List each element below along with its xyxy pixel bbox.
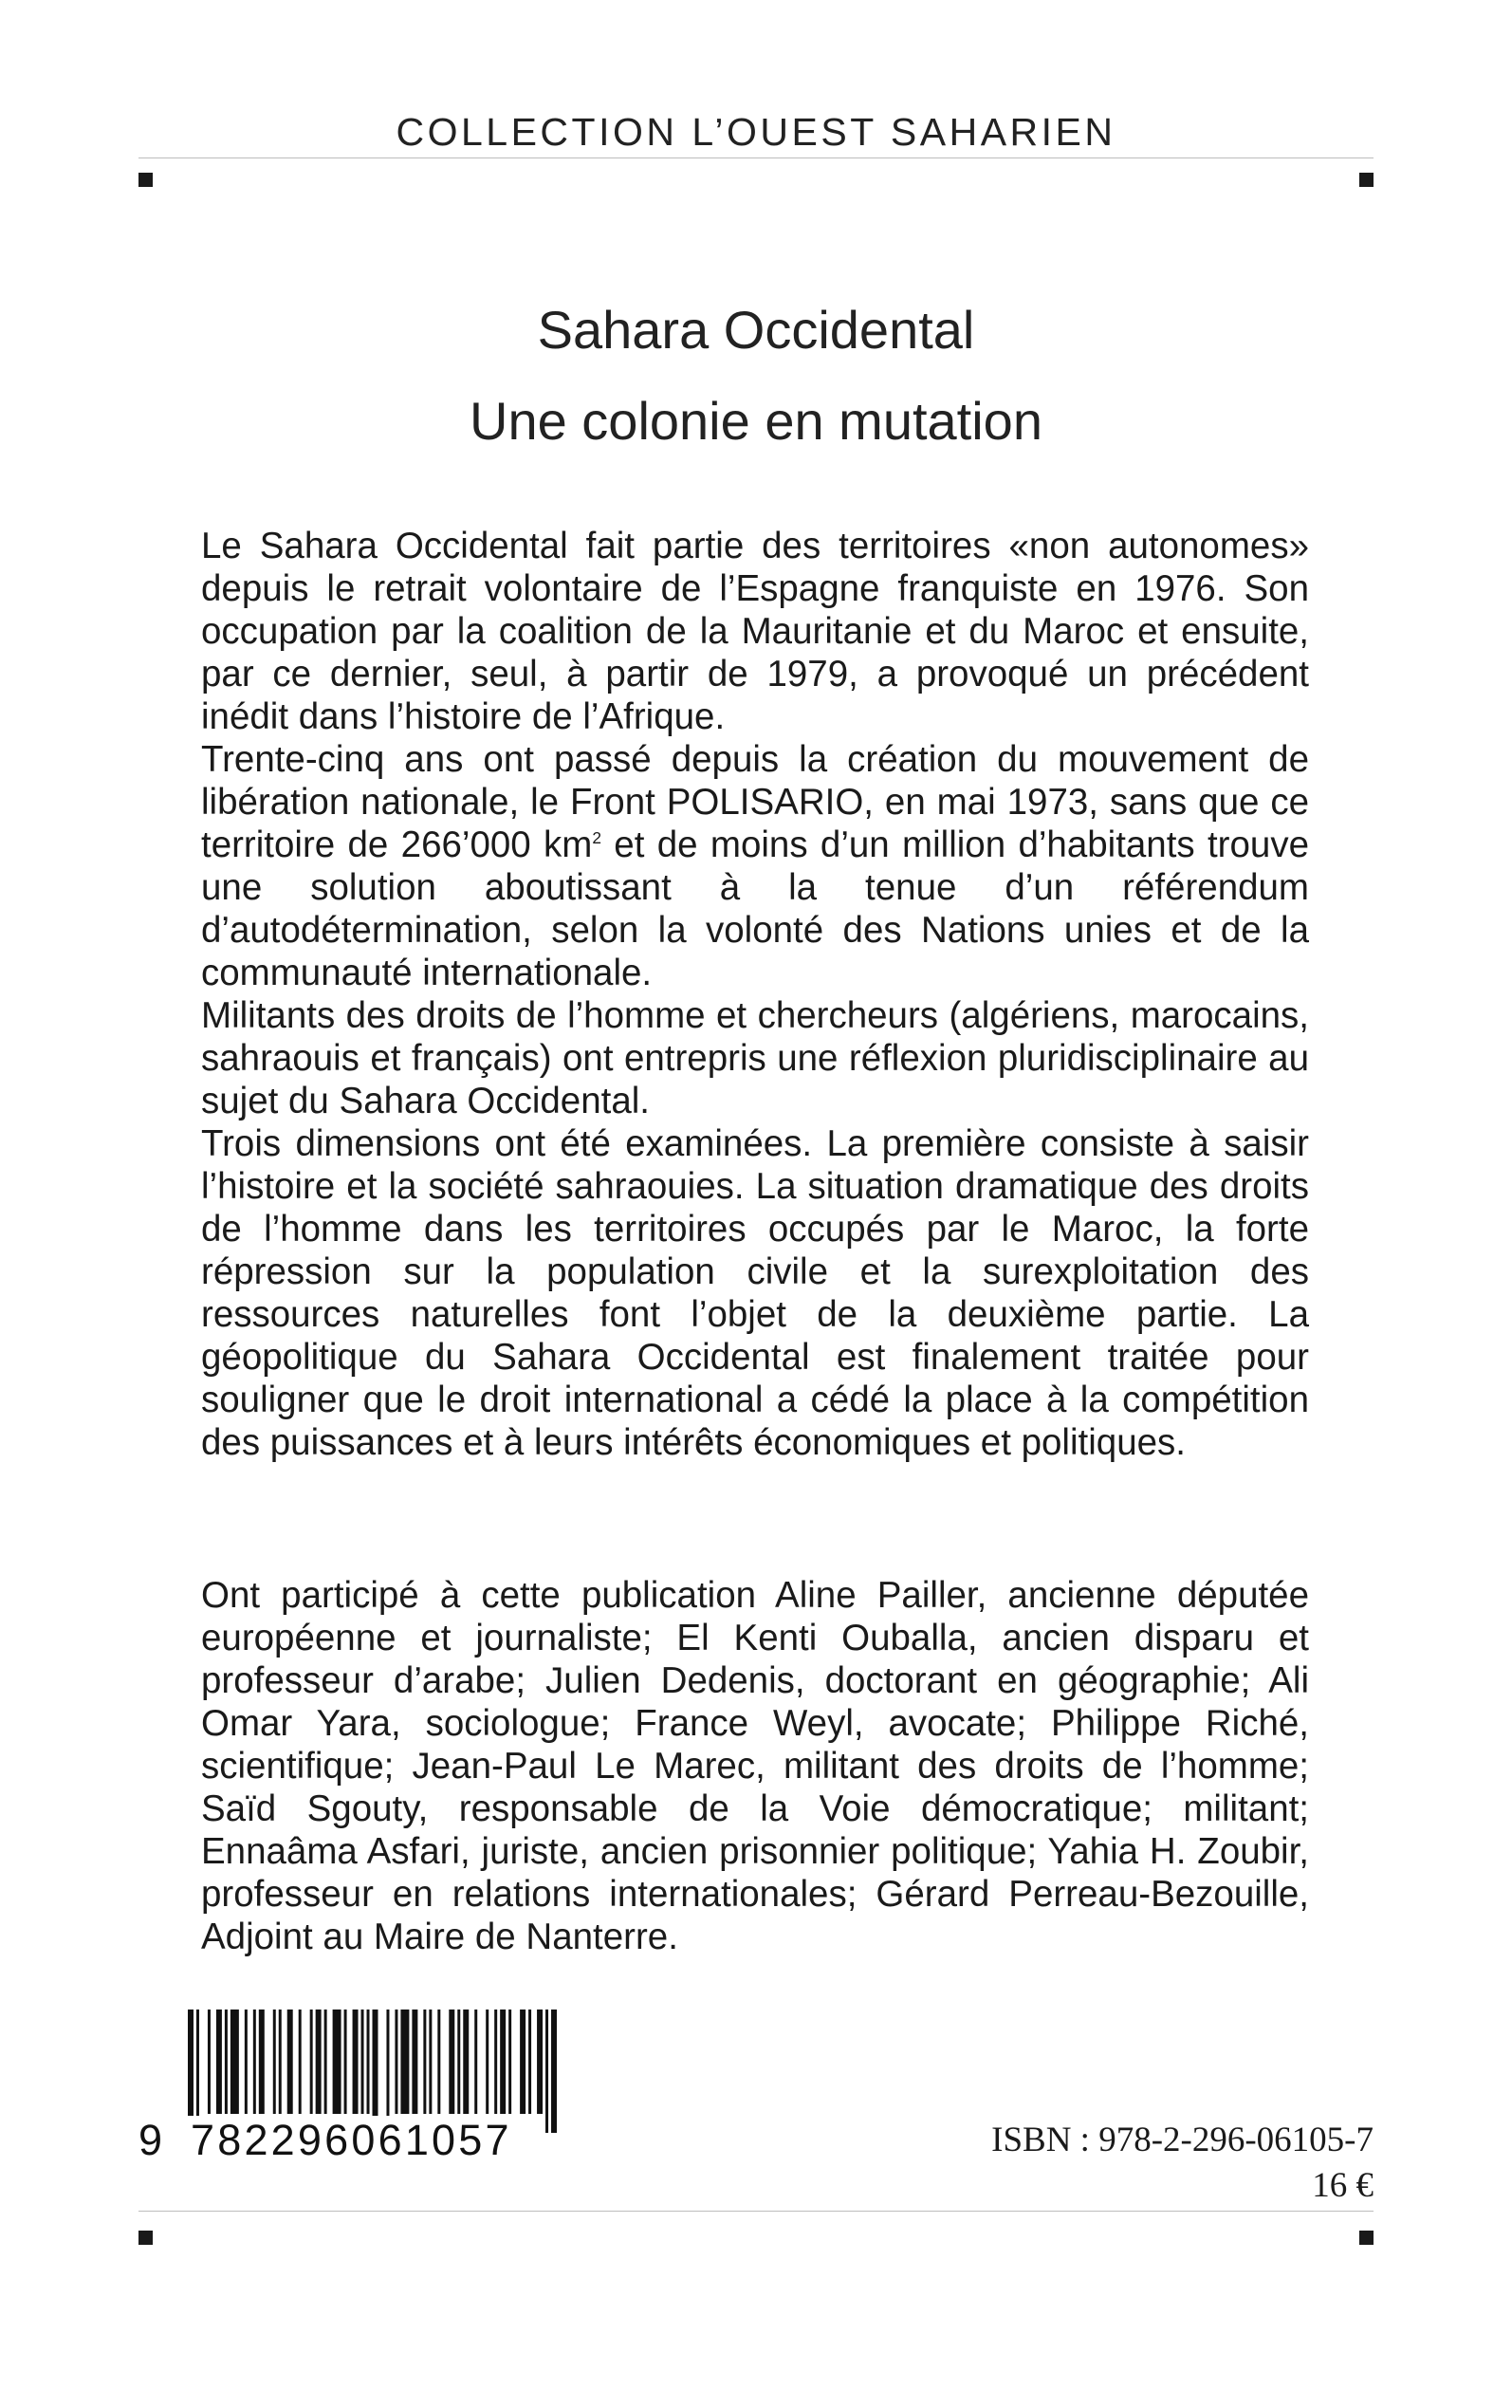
barcode-bar	[245, 2010, 248, 2114]
barcode-bar	[449, 2010, 454, 2114]
contributors-paragraph: Ont participé à cette publication Aline Pailler, ancienne députée européenne et journaliste; El Kenti Ouballa, ancien disparu et professeur d’arabe; Julien Dedenis, doctorant en géographie; Ali Omar Yara, sociologue; France Weyl, avocate; Philippe Riché, scientifique; Jean-Paul Le Marec, militant des droits de l’homme; Saïd Sgouty, responsable de la Voie démocratique; militant; Ennaâma Asfari, juriste, ancien prisonnier politique; Yahia H. Zoubir, professeur en relations internationales; Gérard Perreau-Bezouille, Adjoint au Maire de Nanterre.	[201, 1575, 1309, 1957]
barcode-bar	[324, 2010, 327, 2114]
barcode-bar	[463, 2010, 469, 2114]
barcode-bar	[310, 2010, 313, 2114]
top-divider	[138, 157, 1374, 158]
barcode-bar	[253, 2010, 256, 2114]
barcode-bar	[486, 2010, 489, 2114]
barcode-bar	[353, 2010, 359, 2114]
barcode-bar	[412, 2010, 417, 2114]
barcode-bar	[508, 2010, 511, 2114]
barcode-bar	[386, 2010, 389, 2133]
paragraph-2-end: et de moins d’un million d’habitants trouve une solution aboutissant à la tenue d’un référendum d’autodétermination, selon la volonté des Nations unies et de la communauté internationale.	[201, 824, 1309, 993]
barcode-bar	[216, 2010, 222, 2114]
isbn-barcode	[138, 2010, 565, 2164]
bottom-right-square-ornament	[1359, 2231, 1374, 2245]
barcode-bar	[273, 2010, 276, 2114]
description-paragraph-3: Militants des droits de l’homme et chercheurs (algériens, marocains, sahraouis et français) ont entrepris une réflexion pluridisciplinaire au sujet du Sahara Occidental.	[201, 995, 1309, 1121]
barcode-bar	[279, 2010, 282, 2114]
barcode-bar	[457, 2010, 460, 2114]
barcode-bar	[230, 2010, 239, 2114]
top-right-square-ornament	[1359, 173, 1374, 187]
paragraph-2-start: Trente-cinq ans ont passé depuis la création du mouvement de libération nationale, le Front POLISARIO, en mai 1973, sans que ce territoire de 266’000 km	[201, 739, 1309, 865]
barcode-bar	[188, 2010, 194, 2133]
barcode-digits: 782296061057	[188, 2116, 515, 2165]
barcode-bar	[333, 2010, 341, 2114]
barcode-bar	[537, 2010, 543, 2114]
price-label: 16 €	[1312, 2166, 1374, 2205]
barcode-bar	[429, 2010, 432, 2114]
barcode-bar	[520, 2010, 526, 2114]
squared-superscript: 2	[592, 828, 601, 848]
barcode-bar	[494, 2010, 497, 2114]
collection-title: COLLECTION L’OUEST SAHARIEN	[396, 110, 1116, 154]
barcode-bar	[545, 2010, 548, 2133]
barcode-first-digit: 9	[138, 2116, 163, 2164]
barcode-bar	[316, 2010, 322, 2114]
barcode-bar	[474, 2010, 477, 2114]
isbn-number: ISBN : 978-2-296-06105-7	[991, 2121, 1374, 2159]
barcode-bar	[259, 2010, 265, 2114]
barcode-bar	[400, 2010, 409, 2114]
barcode-bar	[395, 2010, 397, 2114]
book-description	[201, 525, 1309, 1464]
book-title	[138, 285, 1374, 467]
description-paragraph-2	[201, 738, 1309, 994]
barcode-bars	[188, 2010, 560, 2133]
description-paragraph-1: Le Sahara Occidental fait partie des territoires «non autonomes» depuis le retrait volontaire de l’Espagne franquiste en 1976. Son occupation par la coalition de la Mauritanie et du Maroc et ensuite, par ce dernier, seul, à partir de 1979, a provoqué un précédent inédit dans l’histoire de l’Afrique.	[201, 526, 1309, 737]
title-line-1: Sahara Occidental	[537, 300, 975, 360]
description-paragraph-4: Trois dimensions ont été examinées. La première consiste à saisir l’histoire et la société sahraouies. La situation dramatique des droits de l’homme dans les territoires occupés par le Maroc, la forte répression sur la population civile et la surexploitation des ressources naturelles font l’objet de la deuxième partie. La géopolitique du Sahara Occidental est finalement traitée pour souligner que le droit international a cédé la place à la compétition des puissances et à leurs intérêts économiques et politiques.	[201, 1123, 1309, 1463]
title-line-2: Une colonie en mutation	[470, 391, 1042, 451]
barcode-bar	[500, 2010, 506, 2114]
barcode-bar	[437, 2010, 440, 2114]
top-left-square-ornament	[138, 173, 153, 187]
barcode-bar	[225, 2010, 228, 2114]
bottom-left-square-ornament	[138, 2231, 153, 2245]
barcode-bar	[373, 2010, 378, 2133]
barcode-bar	[528, 2010, 531, 2114]
barcode-bar	[287, 2010, 293, 2114]
barcode-bar	[344, 2010, 347, 2114]
barcode-bar	[551, 2010, 557, 2133]
barcode-bar	[367, 2010, 370, 2114]
barcode-bar	[423, 2010, 426, 2114]
barcode-bar	[361, 2010, 364, 2114]
contributors-block	[201, 1574, 1309, 1958]
bottom-divider	[138, 2211, 1374, 2212]
barcode-bar	[196, 2010, 199, 2133]
barcode-bar	[299, 2010, 302, 2114]
barcode-bar	[208, 2010, 211, 2114]
